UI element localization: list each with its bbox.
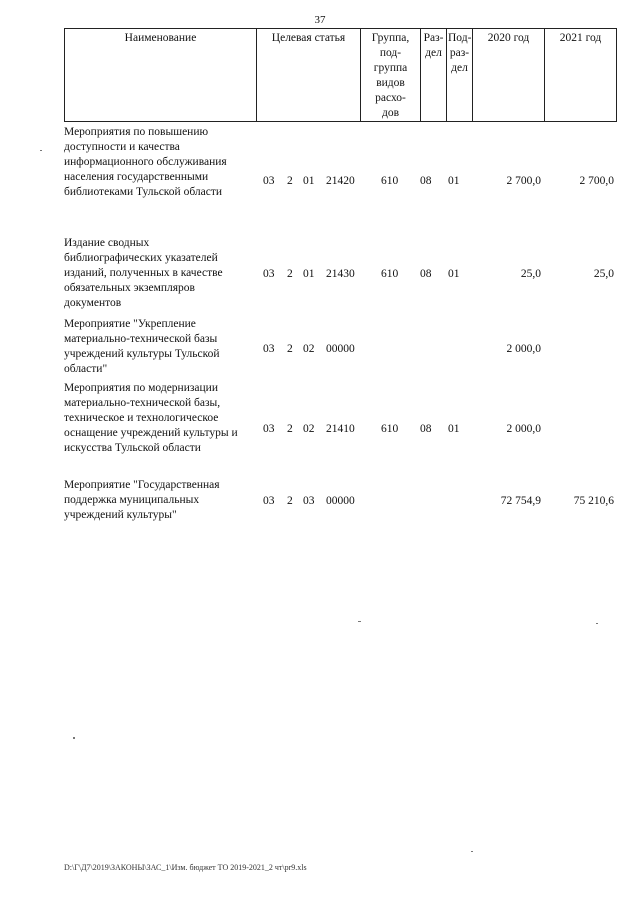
row-name [64, 125, 264, 200]
code-direction: 21430 [326, 268, 355, 280]
header-group-line: расхо- [375, 92, 406, 104]
amount-2020: 2 700,0 [506, 175, 541, 187]
row-name-line: информационного обслуживания [64, 156, 227, 168]
row-name-line: искусства Тульской области [64, 442, 201, 454]
code-program: 03 [263, 175, 275, 187]
header-name: Наименование [65, 29, 257, 122]
expense-group: 610 [381, 268, 399, 280]
code-event: 03 [303, 495, 315, 507]
page-number: 37 [314, 14, 326, 26]
header-subsection-line: раз- [449, 47, 470, 59]
section: 08 [420, 175, 432, 187]
code-subprogram: 2 [287, 423, 293, 435]
amount-2021: 25,0 [593, 268, 614, 280]
code-program: 03 [263, 343, 275, 355]
row-name-line: материально-технической базы [64, 333, 218, 345]
code-event: 01 [303, 175, 315, 187]
header-subsection [447, 29, 473, 122]
table-header [64, 28, 617, 122]
amount-2020: 2 000,0 [506, 423, 541, 435]
row-name-line: обязательных экземпляров [64, 282, 195, 294]
code-program: 03 [263, 268, 275, 280]
subsection: 01 [448, 423, 460, 435]
code-event: 02 [303, 423, 315, 435]
amount-2020: 25,0 [520, 268, 541, 280]
code-subprogram: 2 [287, 495, 293, 507]
header-subsection-line: дел [451, 62, 468, 74]
amount-2021: 2 700,0 [579, 175, 614, 187]
amount-2020: 72 754,9 [500, 495, 541, 507]
row-name-line: области" [64, 363, 108, 375]
code-subprogram: 2 [287, 175, 293, 187]
header-group-line: дов [381, 107, 400, 119]
row-name-line: Издание сводных [64, 237, 150, 249]
expense-group: 610 [381, 175, 399, 187]
row-name [64, 478, 264, 523]
row-name-line: учреждений культуры" [64, 509, 177, 521]
code-direction: 21420 [326, 175, 355, 187]
scan-speck [358, 621, 361, 622]
code-program: 03 [263, 495, 275, 507]
header-year-2021: 2021 год [545, 29, 617, 122]
code-event: 02 [303, 343, 315, 355]
row-name-line: доступности и качества [64, 141, 180, 153]
code-subprogram: 2 [287, 268, 293, 280]
scan-speck [73, 737, 75, 739]
row-name [64, 381, 264, 456]
row-name-line: Мероприятия по модернизации [64, 382, 218, 394]
code-direction: 00000 [326, 343, 355, 355]
header-group-line: видов [376, 77, 405, 89]
row-name-line: Мероприятие "Государственная [64, 479, 220, 491]
row-name-line: библиотеками Тульской области [64, 186, 223, 198]
section: 08 [420, 423, 432, 435]
row-name [64, 317, 264, 377]
header-target-article: Целевая статья [257, 29, 361, 122]
header-section-line: дел [425, 47, 442, 59]
header-year-2020: 2020 год [473, 29, 545, 122]
header-group-line: Группа, [371, 32, 410, 44]
subsection: 01 [448, 175, 460, 187]
row-name-line: поддержка муниципальных [64, 494, 200, 506]
row-name-line: Мероприятие "Укрепление [64, 318, 196, 330]
header-subsection-line: Под- [448, 32, 472, 44]
code-event: 01 [303, 268, 315, 280]
section: 08 [420, 268, 432, 280]
row-name-line: Мероприятия по повышению [64, 126, 209, 138]
code-program: 03 [263, 423, 275, 435]
code-direction: 00000 [326, 495, 355, 507]
header-group-line: под- [379, 47, 402, 59]
row-name-line: библиографических указателей [64, 252, 218, 264]
header-expense-group [361, 29, 421, 122]
amount-2021: 75 210,6 [573, 495, 614, 507]
row-name-line: материально-технической базы, [64, 397, 221, 409]
row-name-line: изданий, полученных в качестве [64, 267, 223, 279]
row-name-line: учреждений культуры Тульской [64, 348, 220, 360]
row-name-line: техническое и технологическое [64, 412, 219, 424]
header-section-line: Раз- [423, 32, 444, 44]
row-name-line: документов [64, 297, 122, 309]
scan-speck [471, 851, 473, 852]
row-name-line: оснащение учреждений культуры и [64, 427, 238, 439]
scan-speck [596, 623, 598, 624]
code-direction: 21410 [326, 423, 355, 435]
row-name-line: населения государственными [64, 171, 209, 183]
header-group-line: группа [373, 62, 408, 74]
scan-speck [40, 150, 42, 151]
subsection: 01 [448, 268, 460, 280]
code-subprogram: 2 [287, 343, 293, 355]
header-section [421, 29, 447, 122]
row-name [64, 236, 264, 311]
expense-group: 610 [381, 423, 399, 435]
amount-2020: 2 000,0 [506, 343, 541, 355]
file-path-footer: D:\Г\Д7\2019\ЗАКОНЫ\ЗАС_1\Изм. бюджет ТО 2019-2021_2 чт\pr9.xls [64, 863, 307, 872]
